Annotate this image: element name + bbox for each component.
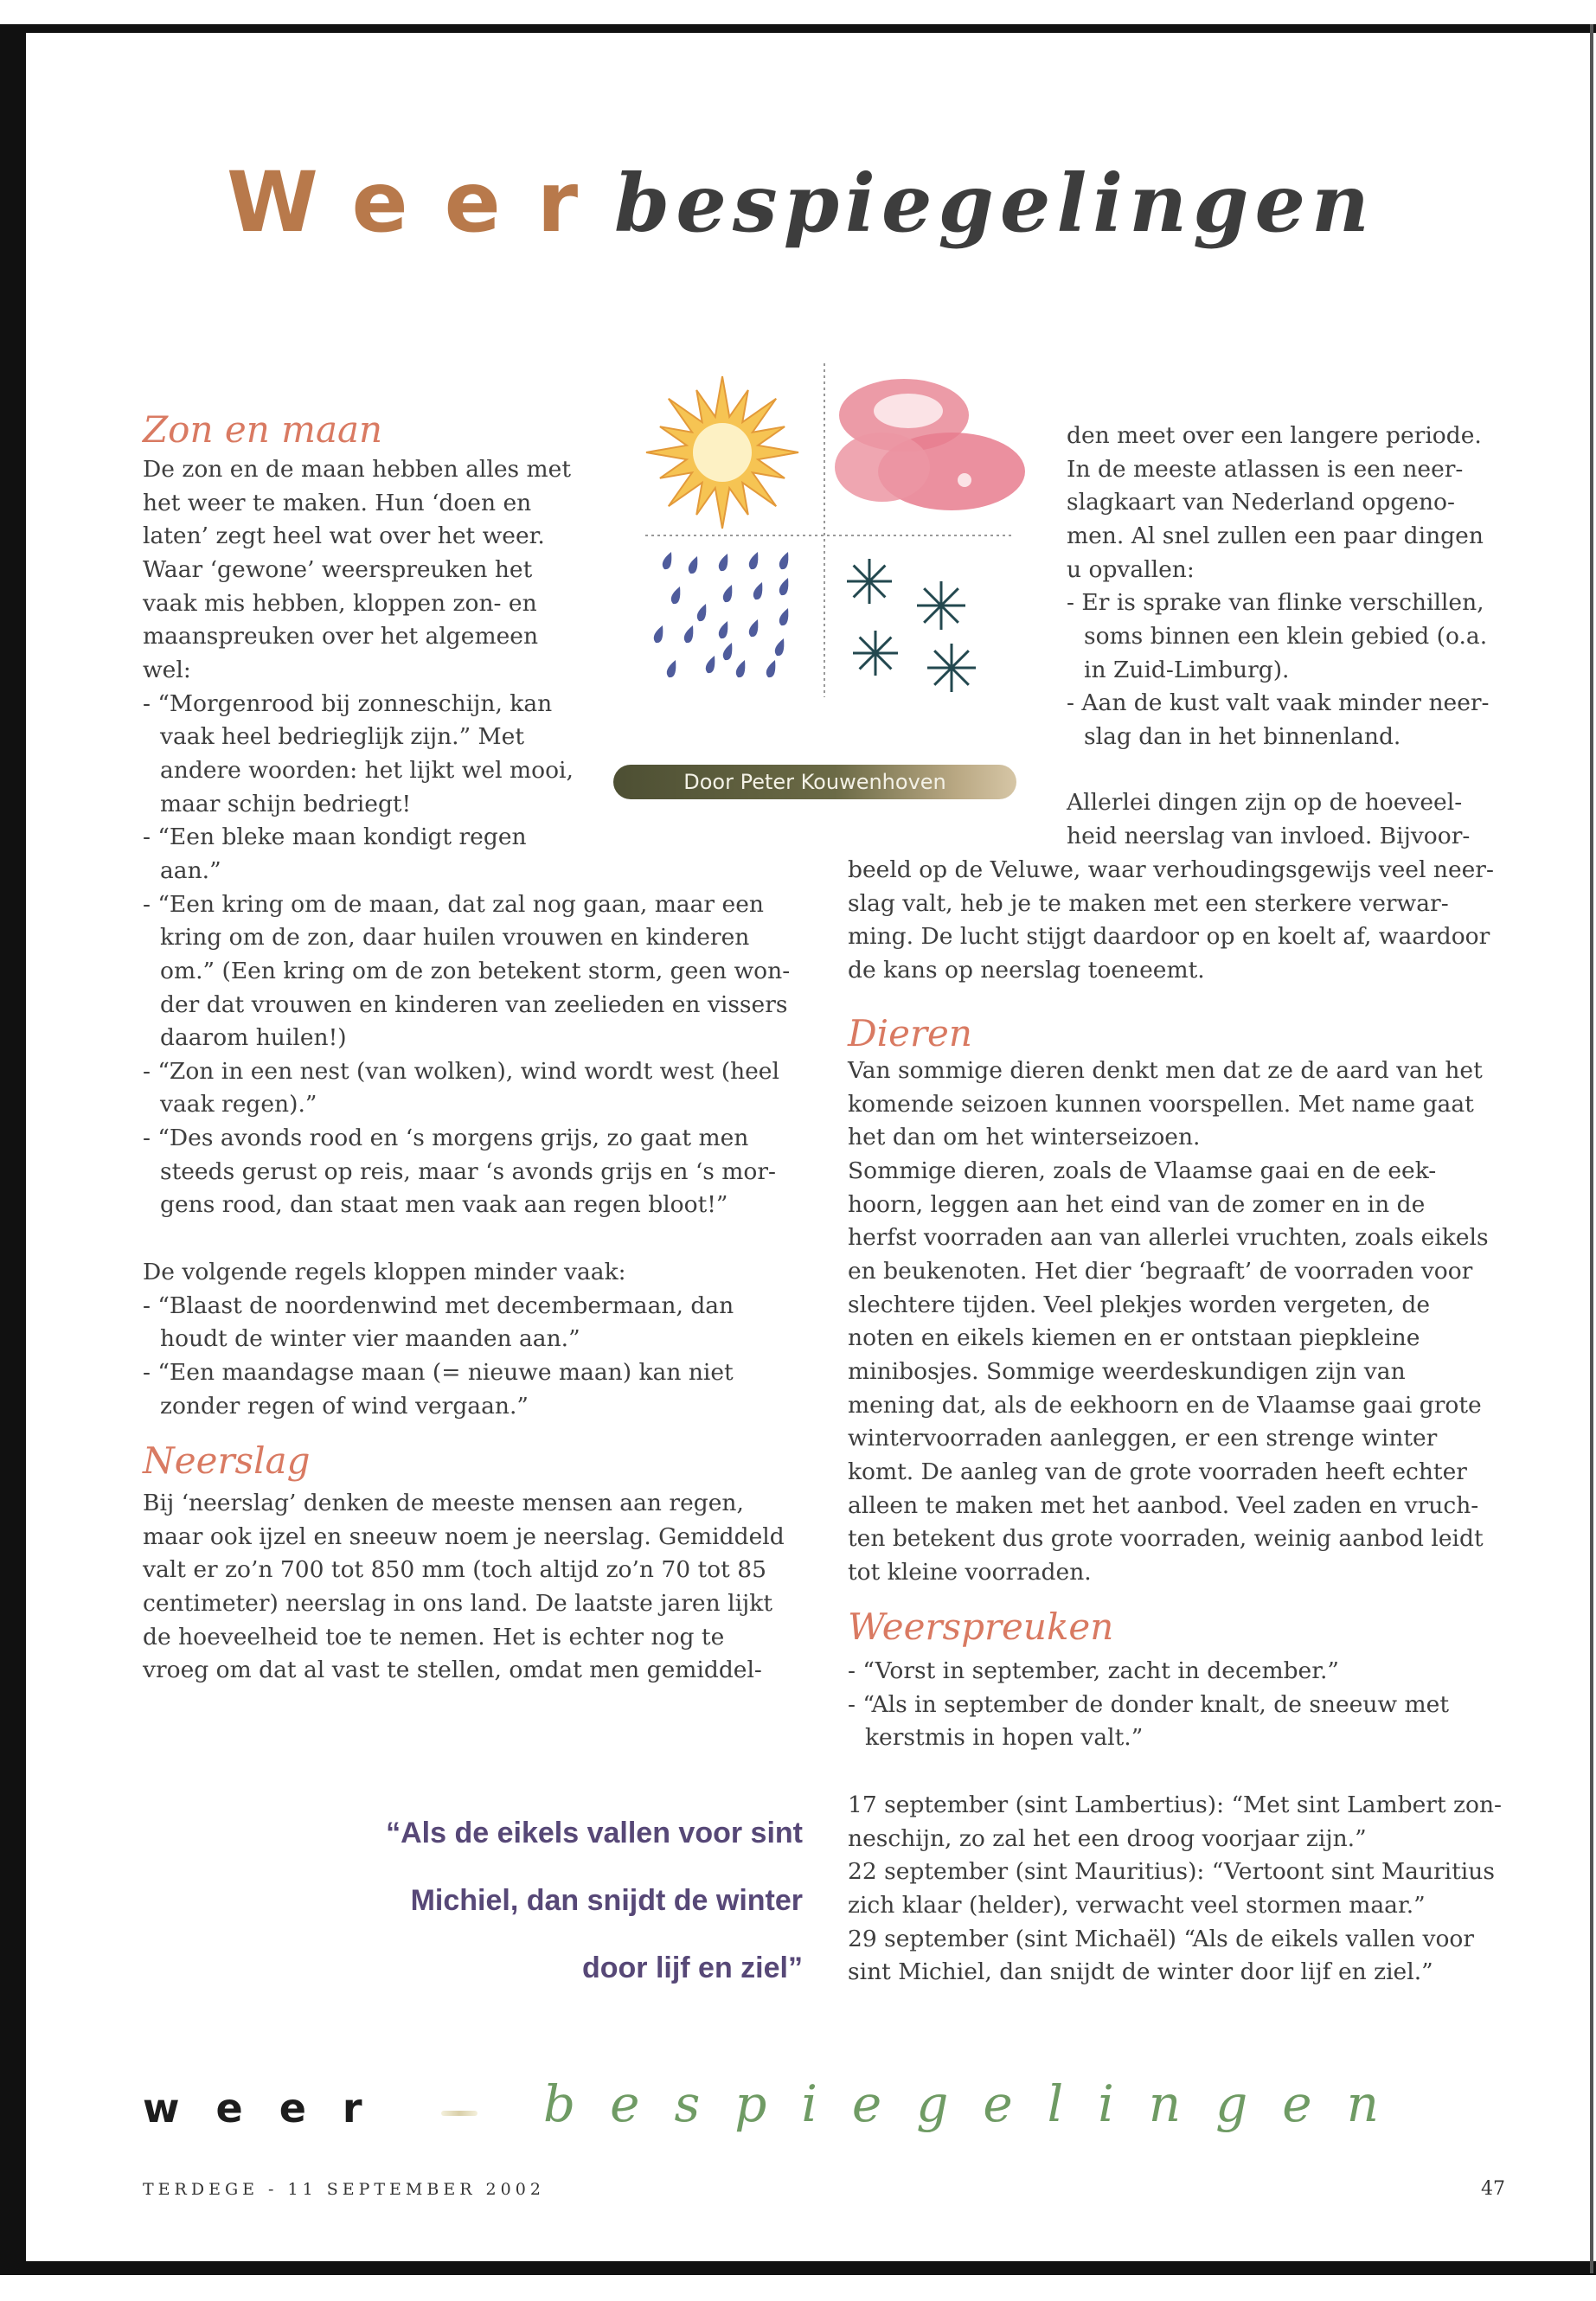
snowflakes-icon [847, 559, 976, 692]
paragraph-line: den meet over een langere periode. [1067, 422, 1482, 449]
page-title [227, 154, 1375, 251]
title-weer: Weer [227, 154, 615, 251]
paragraph-line: Van sommige dieren denkt men dat ze de aard van het [848, 1057, 1483, 1084]
neerslag-text [143, 1487, 785, 1688]
heading-neerslag: Neerslag [143, 1439, 311, 1482]
paragraph-line: mening dat, als de eekhoorn en de Vlaamse gaai grote [848, 1391, 1482, 1419]
paragraph-line: In de meeste atlassen is een neer- [1067, 455, 1464, 483]
paragraph-line: slechtere tijden. Veel plekjes worden vergeten, de [848, 1291, 1431, 1318]
list-item-line: - “Morgenrood bij zonneschijn, kan [143, 689, 553, 717]
paragraph-line: zich klaar (helder), verwacht veel stormen maar.” [848, 1891, 1426, 1919]
paragraph-line: neschijn, zo zal het een droog voorjaar zijn.” [848, 1824, 1367, 1852]
list-item-line: - “Een maandagse maan (= nieuwe maan) kan niet [143, 1358, 734, 1386]
list-item-line: - Aan de kust valt vaak minder neer- [1067, 689, 1490, 717]
paragraph-line: hoorn, leggen aan het eind van de zomer en in de [848, 1190, 1426, 1218]
paragraph-line: de kans op neerslag toeneemt. [848, 956, 1205, 984]
list-item-line: - “Vorst in september, zacht in december.” [848, 1657, 1339, 1684]
paragraph-line: centimeter) neerslag in ons land. De laatste jaren lijkt [143, 1589, 772, 1617]
paragraph-line: herfst voorraden aan van allerlei vruchten, zoals eikels [848, 1224, 1489, 1252]
neerslag-text-3 [1067, 786, 1470, 853]
paragraph-line: minibosjes. Sommige weerdeskundigen zijn van [848, 1357, 1406, 1385]
paragraph-line: 29 september (sint Michaël) “Als de eikels vallen voor [848, 1925, 1475, 1952]
list-item-line: vaak heel bedrieglijk zijn.” Met [160, 723, 525, 751]
neerslag-text-4 [848, 854, 1494, 988]
paragraph-line: maanspreuken over het algemeen [143, 623, 539, 651]
title-bespiegelingen: bespiegelingen [614, 157, 1375, 250]
list-item-line: - “Blaast de noordenwind met decembermaan, dan [143, 1292, 734, 1319]
footer-word-bespiegelingen: bespiegelingen [543, 2074, 1413, 2133]
paragraph-line: wel: [143, 656, 191, 683]
paragraph-line: tot kleine voorraden. [848, 1558, 1092, 1586]
paragraph-line: Sommige dieren, zoals de Vlaamse gaai en de eek- [848, 1157, 1437, 1184]
page-frame-bottom [0, 2261, 1596, 2275]
paragraph-line: Allerlei dingen zijn op de hoeveel- [1067, 789, 1463, 816]
list-item-line: andere woorden: het lijkt wel mooi, [160, 756, 574, 784]
page-frame-top [0, 24, 1596, 33]
dieren-text [848, 1054, 1489, 1590]
paragraph-line: 22 september (sint Mauritius): “Vertoont sint Mauritius [848, 1858, 1495, 1886]
paragraph-line: ten betekent dus grote voorraden, weinig aanbod leidt [848, 1525, 1484, 1553]
list-item-line: zonder regen of wind vergaan.” [160, 1392, 529, 1420]
paragraph-line: De zon en de maan hebben alles met [143, 456, 571, 483]
paragraph-line: het weer te maken. Hun ‘doen en [143, 489, 532, 516]
list-item-line: maar schijn bedriegt! [160, 790, 412, 817]
paragraph-line: vaak mis hebben, kloppen zon- en [143, 589, 537, 617]
weerspreuken-list [848, 1655, 1449, 1755]
list-item-line: - “Des avonds rood en ‘s morgens grijs, zo gaat men [143, 1125, 749, 1152]
publication-info: TERDEGE - 11 SEPTEMBER 2002 [143, 2180, 545, 2199]
paragraph-line: 17 september (sint Lambertius): “Met sint Lambert zon- [848, 1791, 1502, 1818]
paragraph-line: en beukenoten. Het dier ‘begraaft’ de voorraden voor [848, 1257, 1473, 1285]
paragraph-line: men. Al snel zullen een paar dingen [1067, 522, 1484, 549]
list-item-line: - “Als in september de donder knalt, de sneeuw met [848, 1690, 1449, 1718]
footer-dash-decoration [441, 2111, 478, 2116]
list-item-line: aan.” [160, 856, 221, 884]
paragraph-line: beeld op de Veluwe, waar verhoudingsgewijs veel neer- [848, 856, 1494, 883]
heading-zon-en-maan: Zon en maan [143, 408, 383, 451]
page-number: 47 [1481, 2178, 1505, 2200]
paragraph-line: De volgende regels kloppen minder vaak: [143, 1259, 626, 1285]
pull-quote-line: Michiel, dan snijdt de winter [410, 1884, 803, 1917]
list-item-line: om.” (Een kring om de zon betekent storm, geen won- [160, 957, 791, 984]
list-item-line: gens rood, dan staat men vaak aan regen bloot!” [160, 1191, 728, 1219]
paragraph-line: Waar ‘gewone’ weerspreuken het [143, 555, 533, 583]
paragraph-line: slagkaart van Nederland opgeno- [1067, 489, 1455, 516]
paragraph-line: laten’ zegt heel wat over het weer. [143, 522, 545, 550]
paragraph-line: sint Michiel, dan snijdt de winter door lijf en ziel.” [848, 1958, 1433, 1986]
list-item-line: kring om de zon, daar huilen vrouwen en kinderen [160, 924, 750, 952]
author-byline: Door Peter Kouwenhoven [613, 765, 1016, 799]
list-item-line: houdt de winter vier maanden aan.” [160, 1325, 580, 1353]
list-item-line: - “Zon in een nest (van wolken), wind wordt west (heel [143, 1057, 779, 1085]
paragraph-line: Bij ‘neerslag’ denken de meeste mensen aan regen, [143, 1490, 744, 1516]
paragraph-line: ming. De lucht stijgt daardoor op en koelt af, waardoor [848, 923, 1490, 951]
list-item-line: slag dan in het binnenland. [1084, 722, 1401, 750]
list-item-line: vaak regen).” [160, 1091, 317, 1118]
cloud-icon [835, 379, 1025, 510]
page-frame-right [1590, 24, 1593, 2273]
list-item-line: der dat vrouwen en kinderen van zeelieden en vissers [160, 990, 788, 1018]
paragraph-line: vroeg om dat al vast te stellen, omdat men gemiddel- [143, 1657, 762, 1684]
heading-weerspreuken: Weerspreuken [848, 1606, 1114, 1648]
paragraph-line: u opvallen: [1067, 555, 1195, 583]
list-item-line: soms binnen een klein gebied (o.a. [1084, 622, 1488, 650]
paragraph-line: valt er zo’n 700 tot 850 mm (toch altijd zo’n 70 tot 85 [143, 1556, 766, 1584]
pull-quote-line: “Als de eikels vallen voor sint [386, 1817, 803, 1849]
heading-dieren: Dieren [848, 1012, 972, 1054]
paragraph-line: slag valt, heb je te maken met een sterkere verwar- [848, 889, 1449, 917]
paragraph-line: het dan om het winterseizoen. [848, 1124, 1201, 1151]
weerspreuken-dates [848, 1789, 1502, 1990]
list-item-line: - “Een kring om de maan, dat zal nog gaan, maar een [143, 890, 764, 918]
pull-quote-line: door lijf en ziel” [581, 1952, 803, 1984]
paragraph-line: komt. De aanleg van de grote voorraden heeft echter [848, 1458, 1467, 1485]
footer-word-weer: weer [143, 2085, 399, 2131]
paragraph-line: alleen te maken met het aanbod. Veel zaden en vruch- [848, 1491, 1479, 1519]
paragraph-line: maar ook ijzel en sneeuw noem je neerslag. Gemiddeld [143, 1522, 785, 1550]
paragraph-line: komende seizoen kunnen voorspellen. Met name gaat [848, 1090, 1474, 1118]
page-frame-left [0, 24, 26, 2275]
list-item-line: steeds gerust op reis, maar ‘s avonds grijs en ‘s mor- [160, 1157, 776, 1185]
paragraph-line: wintervoorraden aanleggen, er een strenge winter [848, 1425, 1438, 1452]
list-item-line: - “Een bleke maan kondigt regen [143, 824, 527, 851]
neerslag-text-2 [1067, 420, 1490, 754]
zon-en-maan-text [143, 453, 790, 1222]
paragraph-line: noten en eikels kiemen en er ontstaan piepkleine [848, 1324, 1420, 1352]
list-item-line: - Er is sprake van flinke verschillen, [1067, 589, 1484, 617]
list-item-line: kerstmis in hopen valt.” [865, 1724, 1144, 1752]
list-item-line: in Zuid-Limburg). [1084, 656, 1290, 683]
list-item-line: daarom huilen!) [160, 1024, 347, 1052]
paragraph-line: de hoeveelheid toe te nemen. Het is echter nog te [143, 1623, 725, 1650]
zon-en-maan-text-2 [143, 1256, 734, 1423]
paragraph-line: heid neerslag van invloed. Bijvoor- [1067, 822, 1471, 849]
